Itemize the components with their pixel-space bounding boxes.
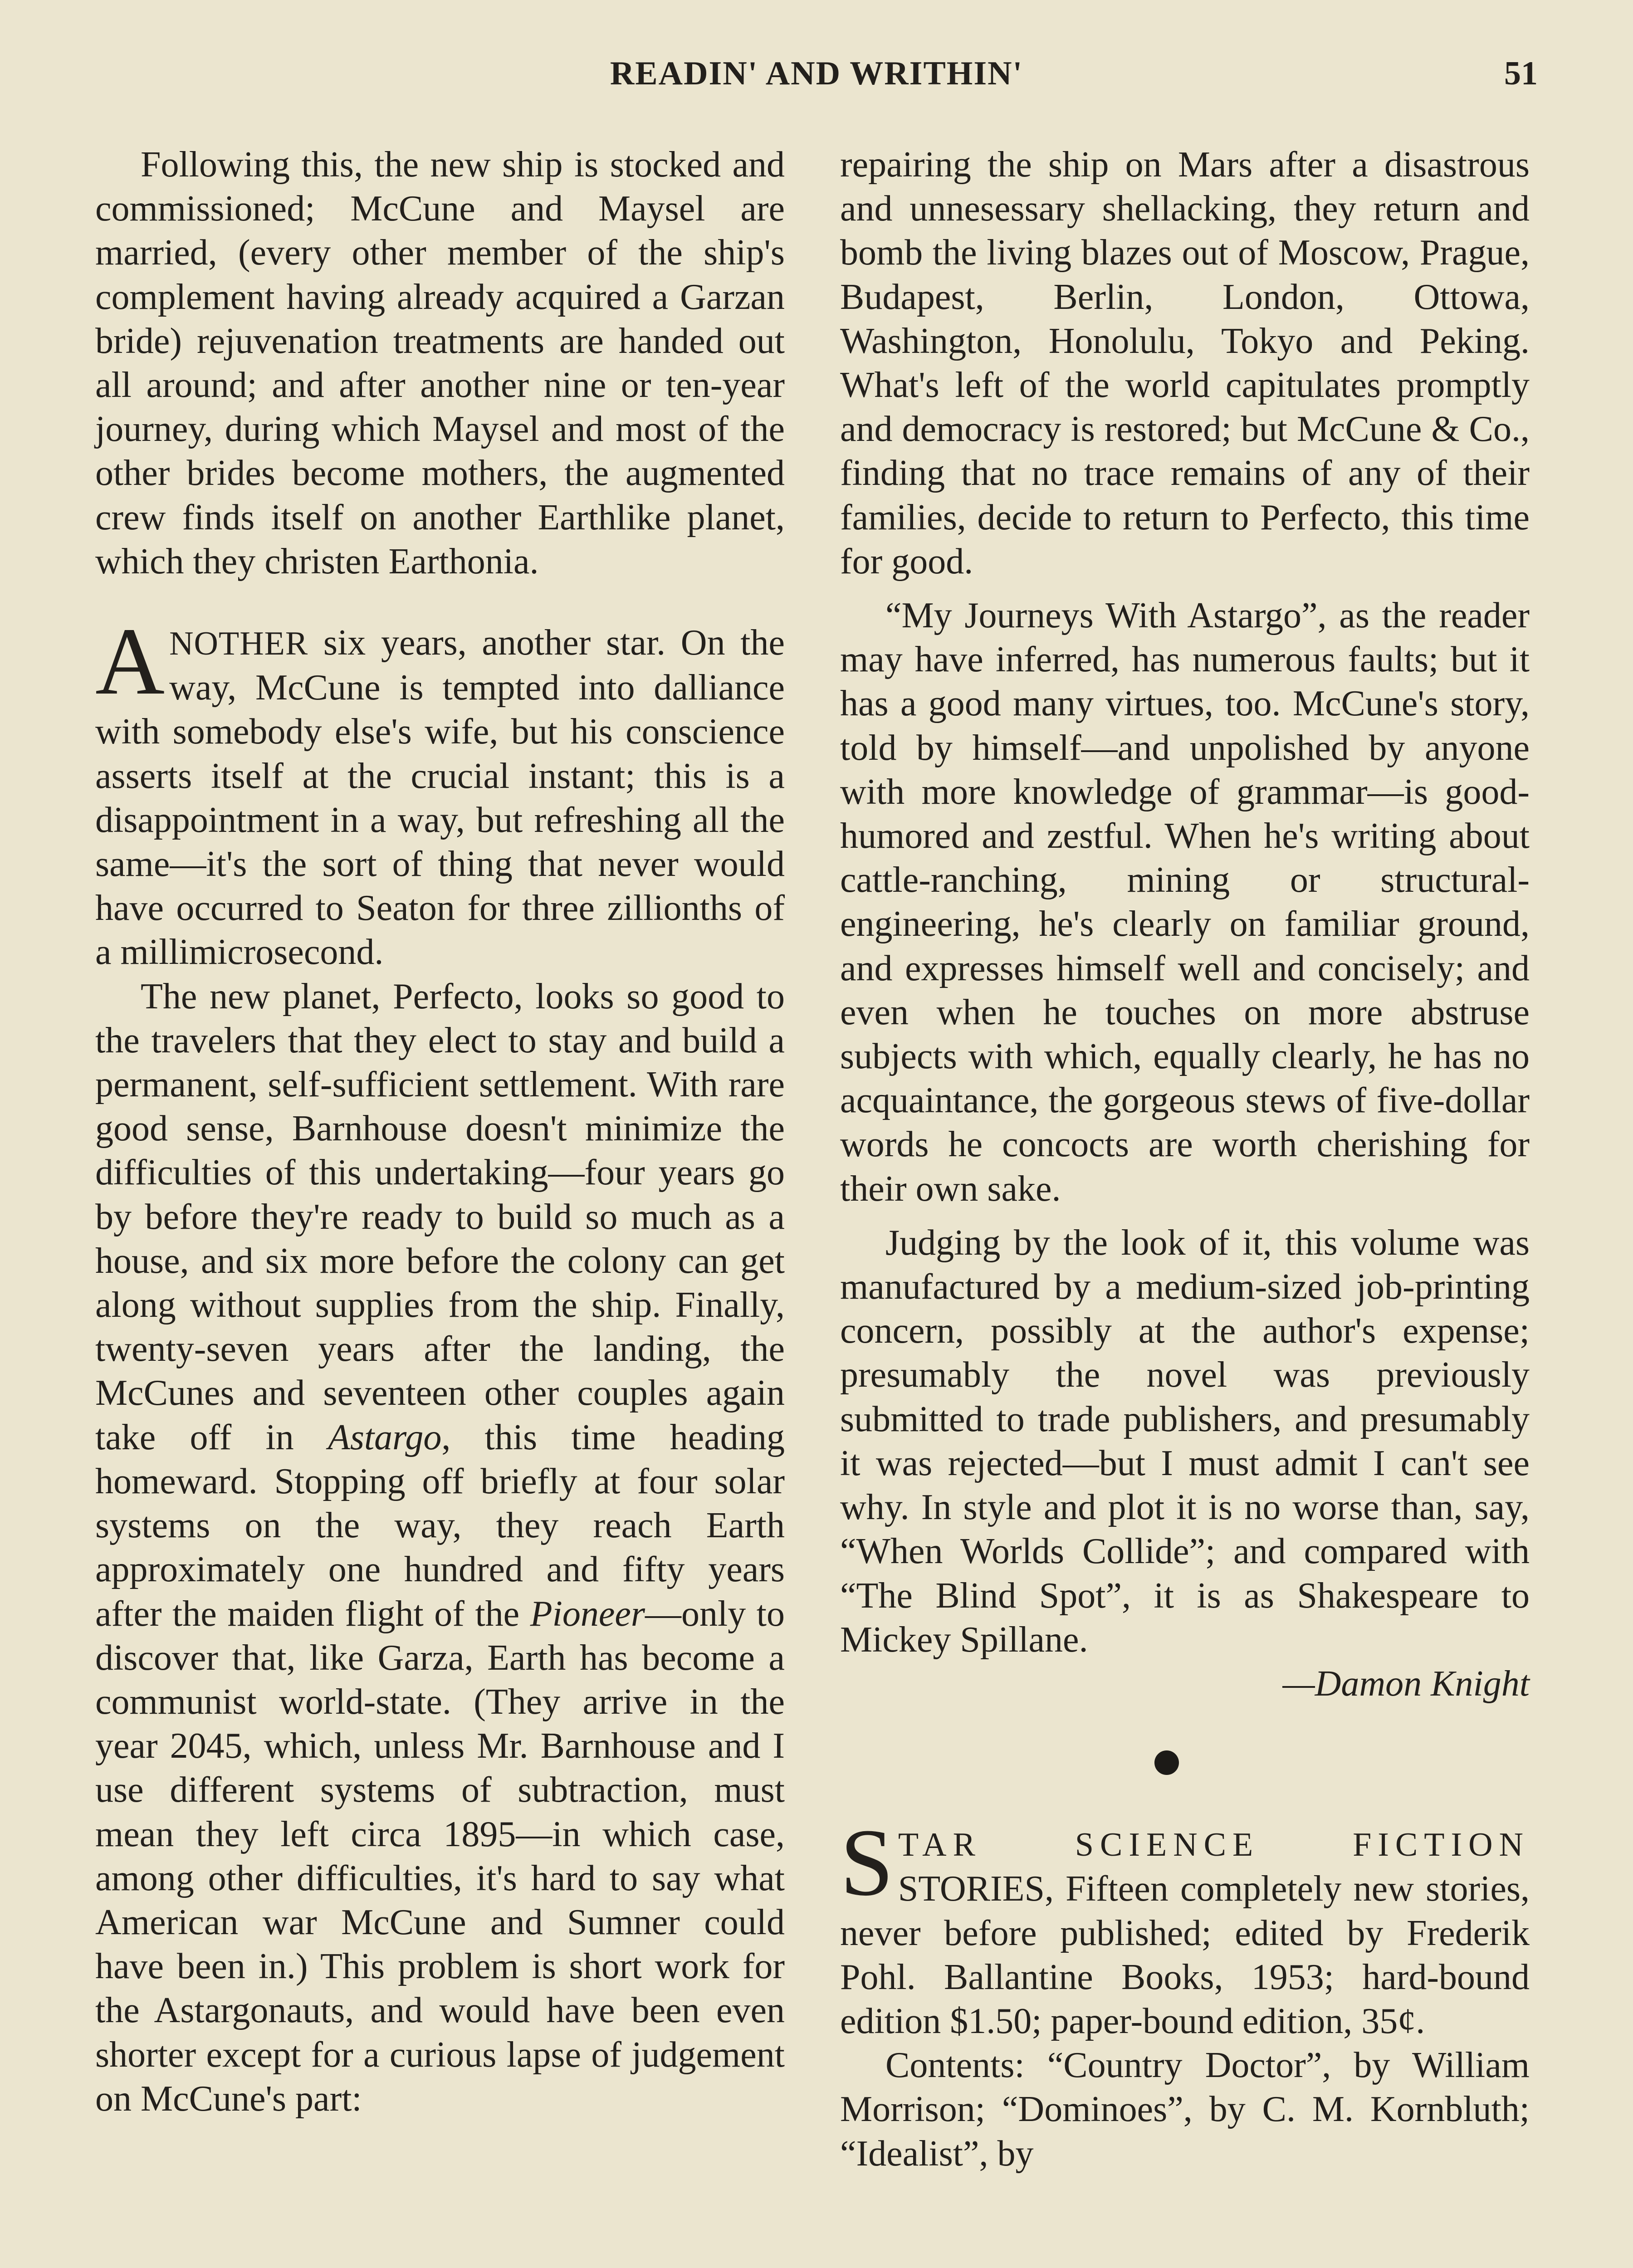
right-column — [840, 143, 1530, 2176]
paragraph-text: —only to discover that, like Garza, Earth has become a communist world-state. (They arrive in the year 2045, which, unless Mr. Barnhouse and I use different systems of subtraction, must mean they left circa 1895—in which case, among other difficulties, it's hard to say what American war McCune and Sumner could have been in.) This problem is short work for the Astargonauts, and would have been even shorter except for a curious lapse of judgement on McCune's part: — [95, 1593, 785, 2119]
paragraph-text: The new planet, Perfecto, looks so good to the travelers that they elect to stay and build a permanent, self-sufficient settlement. With rare good sense, Barnhouse doesn't minimize the difficulties of this undertaking—four years go by before they're ready to build so much as a house, and six more before the colony can get along without supplies from the ship. Finally, twenty-seven years after the landing, the McCunes and seventeen other couples again take off in — [95, 976, 785, 1457]
ship-name-astargo: Astargo — [328, 1417, 442, 1457]
drop-cap-a: A — [95, 608, 165, 715]
paragraph-new-planet-perfecto — [95, 975, 785, 2121]
lead-word: NOTHER — [169, 625, 308, 663]
paragraph-judging-by-the-look: Judging by the look of it, this volume was manufactured by a medium-sized job-printing concern, possibly at the author's expense; presumably the novel was previously submitted to trade publishers, and presumably it was rejected—but I must admit I can't see why. In style and plot it is no worse than, say, “When Worlds Collide”; and compared with “The Blind Spot”, it is as Shakespeare to Mickey Spillane. — [840, 1222, 1530, 1660]
paragraph-contents: Contents: “Country Doctor”, by William Morrison; “Dominoes”, by C. M. Kornbluth; “Idealist”, by — [840, 2045, 1530, 2174]
reviewer-signature: —Damon Knight — [1282, 1663, 1530, 1704]
left-column — [95, 143, 785, 2121]
page-number: 51 — [1504, 55, 1538, 92]
paragraph-text: , this time heading homeward. Stopping off briefly at four solar systems on the way, they reach Earth approximately one hundred and fifty years after the maiden flight of the — [95, 1417, 785, 1634]
paragraph-text: STORIES, Fifteen completely new stories, never before published; edited by Frederik Pohl. Ballantine Books, 1953; hard-bound edition $1.50; paper-bound edition, 35¢. — [840, 1869, 1530, 2041]
paragraph-following-this: Following this, the new ship is stocked and commissioned; McCune and Maysel are married, (every other member of the ship's complement having already acquired a Garzan bride) rejuvenation treatments are handed out all around; and after another nine or ten-year journey, during which Maysel and most of the other brides become mothers, the augmented crew finds itself on another Earthlike planet, which they christen Earthonia. — [95, 145, 785, 582]
book-title: TAR SCIENCE FICTION — [898, 1826, 1530, 1864]
running-title: READIN' AND WRITHIN' — [610, 55, 1023, 92]
paragraph-text: six years, another star. On the way, McCune is tempted into dalliance with somebody else's wife, but his conscience asserts itself at the crucial instant; this is a disappointment in a way, but refreshing all the same—it's the sort of thing that never would have occurred to Seaton for three zillionths of a millimicrosecond. — [95, 623, 785, 973]
drop-cap-s: S — [840, 1809, 894, 1916]
paragraph-star-science-fiction — [840, 1809, 1530, 2043]
paragraph-my-journeys: “My Journeys With Astargo”, as the reader may have inferred, has numerous faults; but it has a good many virtues, too. McCune's story, told by himself—and unpolished by anyone with more knowledge of grammar—is good-humored and zestful. When he's writing about cattle-ranching, mining or structural-engineering, he's clearly on familiar ground, and expresses himself well and concisely; and even when he touches on more abstruse subjects with which, equally clearly, he has no acquaintance, the gorgeous stews of five-dollar words he concocts are worth cherishing for their own sake. — [840, 596, 1530, 1209]
ship-name-pioneer: Pioneer — [530, 1593, 645, 1634]
section-bullet-icon — [1154, 1750, 1179, 1775]
paragraph-another-six-years — [95, 608, 785, 975]
paragraph-repairing-the-ship: repairing the ship on Mars after a disastrous and unnesessary shellacking, they return and bomb the living blazes out of Moscow, Prague, Budapest, Berlin, London, Ottowa, Washington, Honolulu, Tokyo and Peking. What's left of the world capitulates promptly and democracy is restored; but McCune & Co., finding that no trace remains of any of their families, decide to return to Perfecto, this time for good. — [840, 145, 1530, 582]
